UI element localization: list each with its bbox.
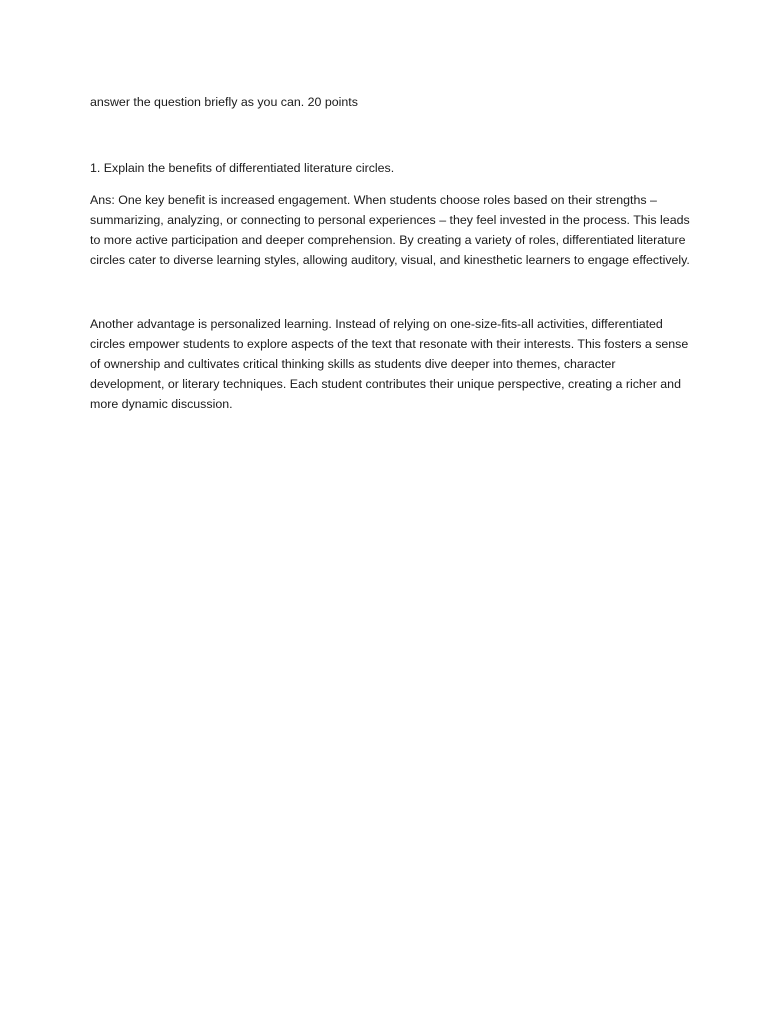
document-body [90,92,690,414]
instruction-text: answer the question briefly as you can. 20 points [90,95,358,109]
answer-paragraph-1: Ans: One key benefit is increased engagement. When students choose roles based on their strengths – summarizing, analyzing, or connecting to personal experiences – they feel invested in the process. This leads to more active participation and deeper comprehension. By creating a variety of roles, differentiated literature circles cater to diverse learning styles, allowing auditory, visual, and kinesthetic learners to engage effectively. [90,193,690,267]
question-text: 1. Explain the benefits of differentiated literature circles. [90,161,395,175]
answer-paragraph-2: Another advantage is personalized learning. Instead of relying on one-size-fits-all activities, differentiated circles empower students to explore aspects of the text that resonate with their interests. This fosters a sense of ownership and cultivates critical thinking skills as students dive deeper into themes, character development, or literary techniques. Each student contributes their unique perspective, creating a richer and more dynamic discussion. [90,317,689,411]
